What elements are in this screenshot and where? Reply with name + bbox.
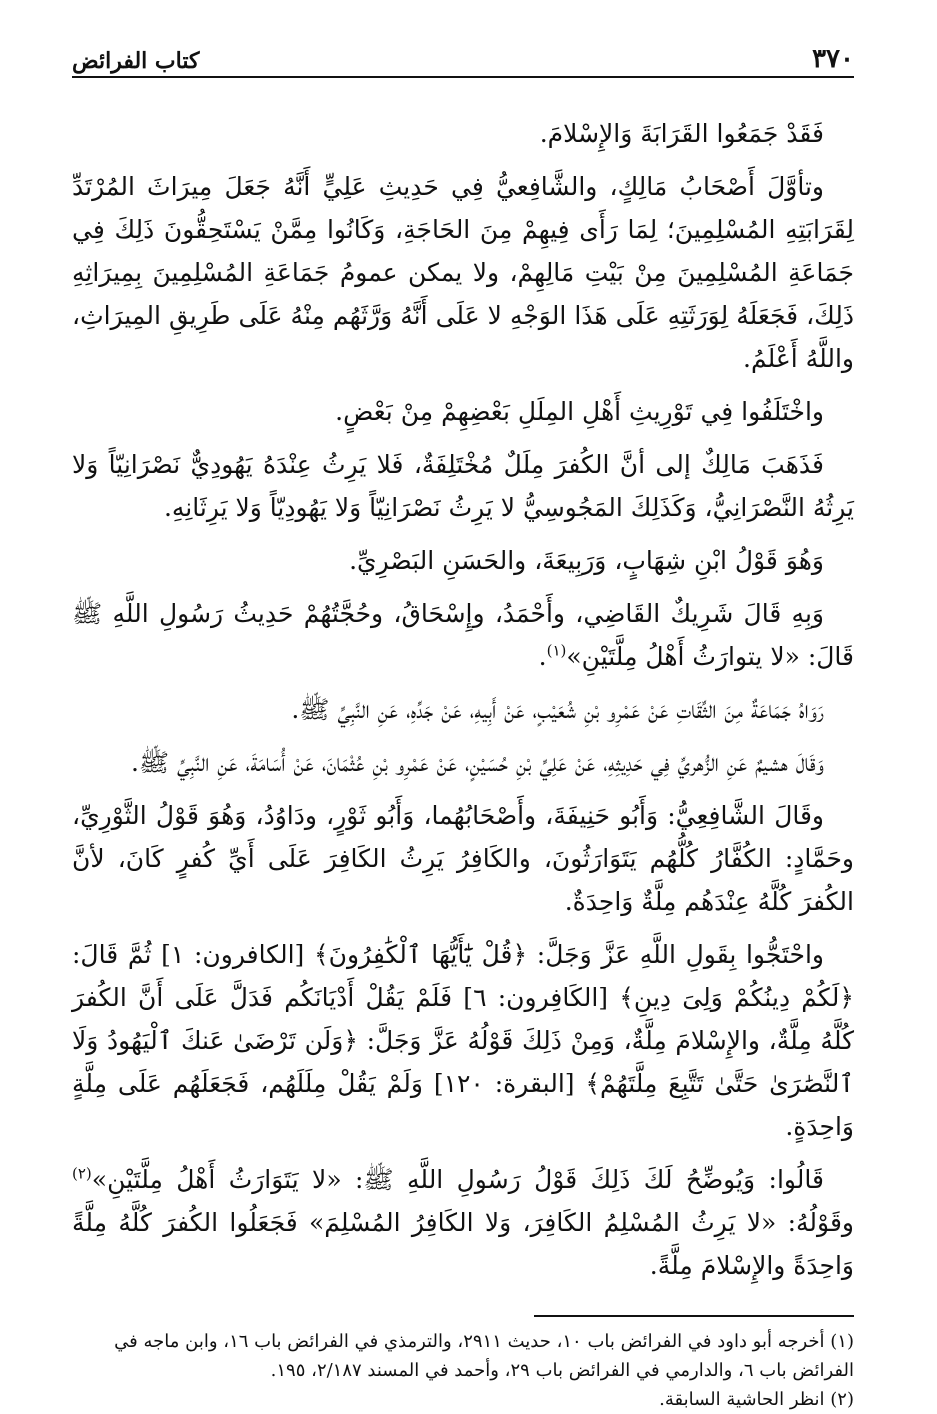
paragraph-8: وَقَالَ هشيمٌ عَنِ الزُّهريِّ فِي حَدِيثِهِ، عَنْ عَلِيِّ بْنِ حُسَيْنٍ، عَنْ عَمْرِو بْنِ عُثْمَانَ، عَنْ أُسَامَةَ، عَنِ النَّبِيِّ ﷺ. [130,748,824,777]
paragraph-3: واخْتَلَفُوا فِي تَوْرِيثِ أَهْلِ المِلَلِ بَعْضِهِمْ مِنْ بَعْضٍ. [335,397,824,426]
paragraph-11-end: وقَوْلُهُ: «لا يَرِثُ المُسْلِمُ الكَافِرَ، وَلا الكَافِرُ المُسْلِمَ» فَجَعَلُوا الكُفرَ كُلَّهُ مِلَّةً وَاحِدَةً والإِسْلامَ مِلَّةً. [72,1208,854,1280]
footnote-ref-2: (٢) [72,1164,92,1183]
paragraph-6 [72,592,854,678]
footnote-divider [534,1315,854,1317]
paragraph-6-end: . [538,642,547,671]
main-text [72,112,854,1287]
paragraph-11-text: قَالُوا: وَيُوضِّحُ لَكَ ذَلِكَ قَوْلُ رَسُولِ اللَّهِ ﷺ: «لا يَتَوَارَثُ أَهْلُ مِلَّتَيْنِ» [91,1165,824,1194]
footnote-1: (١) أخرجه أبو داود في الفرائض باب ١٠، حديث ٢٩١١، والترمذي في الفرائض باب ١٦، وابن ماجه في الفرائض باب ٦، والدارمي في الفرائض باب ٢٩، وأحمد في المسند ٢/١٨٧، ١٩٥. [114,1331,854,1381]
footnote-ref-1: (١) [546,641,567,660]
paragraph-11 [72,1158,854,1287]
document-page [72,28,854,1410]
paragraph-5: وَهُوَ قَوْلُ ابْنِ شِهَابٍ، وَرَبِيعَةَ، والحَسَنِ البَصْرِيِّ. [349,546,824,575]
paragraph-1: فَقَدْ جَمَعُوا القَرَابَةَ وَالإِسْلامَ. [539,119,824,148]
paragraph-9: وقَالَ الشَّافِعِيُّ: وَأَبُو حَنِيفَةَ، وأَصْحَابُهُما، وَأَبُو ثَوْرٍ، ودَاوُدُ، وَهُوَ قَوْلُ الثَّوْرِيِّ، وحَمَّادٍ: الكُفَّارُ كُلُّهُم يَتَوَارَثُونَ، والكَافِرُ يَرِثُ الكَافِرَ عَلَى أَيِّ كُفرٍ كَانَ، لأنَّ الكُفرَ كُلَّهُ عِنْدَهُم مِلَّةٌ وَاحِدَةٌ. [72,801,854,916]
paragraph-7: رَوَاهُ جَمَاعَةٌ مِنَ الثِّقَاتِ عَنْ عَمْرِو بْنِ شُعَيْبٍ، عَنْ أَبِيهِ، عَنْ جَدِّهِ، عَنِ النَّبِيِّ ﷺ. [291,695,824,724]
running-title: كتاب الفرائض [72,48,200,74]
page-header [72,28,854,78]
paragraph-10: واحْتَجُّوا بِقَولِ اللَّهِ عَزَّ وَجَلَّ: ﴿قُلْ يَٰٓأَيُّهَا ٱلْكَٰفِرُونَ﴾ [الكافرون: ١] ثُمَّ قَالَ: ﴿لَكُمْ دِينُكُمْ وَلِىَ دِينِ﴾ [الكَافِرون: ٦] فَلَمْ يَقُلْ أَدْيَانَكُم فَدَلَّ عَلَى أَنَّ الكُفرَ كُلَّهُ مِلَّةٌ، والإِسْلامَ مِلَّةٌ، وَمِنْ ذَلِكَ قَوْلُهُ عَزَّ وَجَلَّ: ﴿وَلَن تَرْضَىٰ عَنكَ ٱلْيَهُودُ وَلَا ٱلنَّصَٰرَىٰ حَتَّىٰ تَتَّبِعَ مِلَّتَهُمْ﴾ [البقرة: ١٢٠] وَلَمْ يَقُلْ مِلَلَهُم، فَجَعَلَهُم عَلَى مِلَّةٍ وَاحِدَةٍ. [72,940,854,1141]
paragraph-4: فَذَهَبَ مَالِكٌ إلى أنَّ الكُفرَ مِلَلٌ مُخْتَلِفَةٌ، فَلا يَرِثُ عِنْدَهُ يَهُودِيٌّ نَصْرَانِيّاً وَلا يَرِثُهُ النَّصْرَانِيُّ، وَكَذَلِكَ المَجُوسِيُّ لا يَرِثُ نَصْرَانِيّاً وَلا يَهُودِيّاً وَلا يَرِثَانِهِ. [72,450,854,522]
paragraph-6-text: وَبِهِ قَالَ شَرِيكٌ القَاضِي، وأَحْمَدُ، وإِسْحَاقُ، وحُجَّتُهُمْ حَدِيثُ رَسُولِ اللَّهِ ﷺ قَالَ: «لا يتوارَثُ أَهْلُ مِلَّتَيْنِ» [72,599,854,671]
footnotes [72,1327,854,1414]
page-number: ٣٧٠ [812,44,854,74]
paragraph-2: وتأوَّلَ أَصْحَابُ مَالِكٍ، والشَّافِعيُّ فِي حَدِيثِ عَلِيٍّ أَنَّهُ جَعَلَ مِيرَاثَ المُرْتَدِّ لِقَرَابَتِهِ المُسْلِمِينَ؛ لِمَا رَأَى فِيهِمْ مِنَ الحَاجَةِ، وَكَانُوا مِمَّنْ يَسْتَحِقُّونَ ذَلِكَ فِي جَمَاعَةِ المُسْلِمِينَ مِنْ بَيْتِ مَالِهِمْ، ولا يمكن عمومُ جَمَاعَةِ المُسْلِمِينَ بِمِيرَاثِهِ ذَلِكَ، فَجَعَلَهُ لِوَرَثَتِهِ عَلَى هَذَا الوَجْهِ لا عَلَى أَنَّهُ وَرَّثَهُم مِنْهُ عَلَى طَرِيقِ المِيرَاثِ، واللَّهُ أَعْلَمُ. [72,172,854,373]
footnote-2: (٢) انظر الحاشية السابقة. [659,1389,854,1410]
